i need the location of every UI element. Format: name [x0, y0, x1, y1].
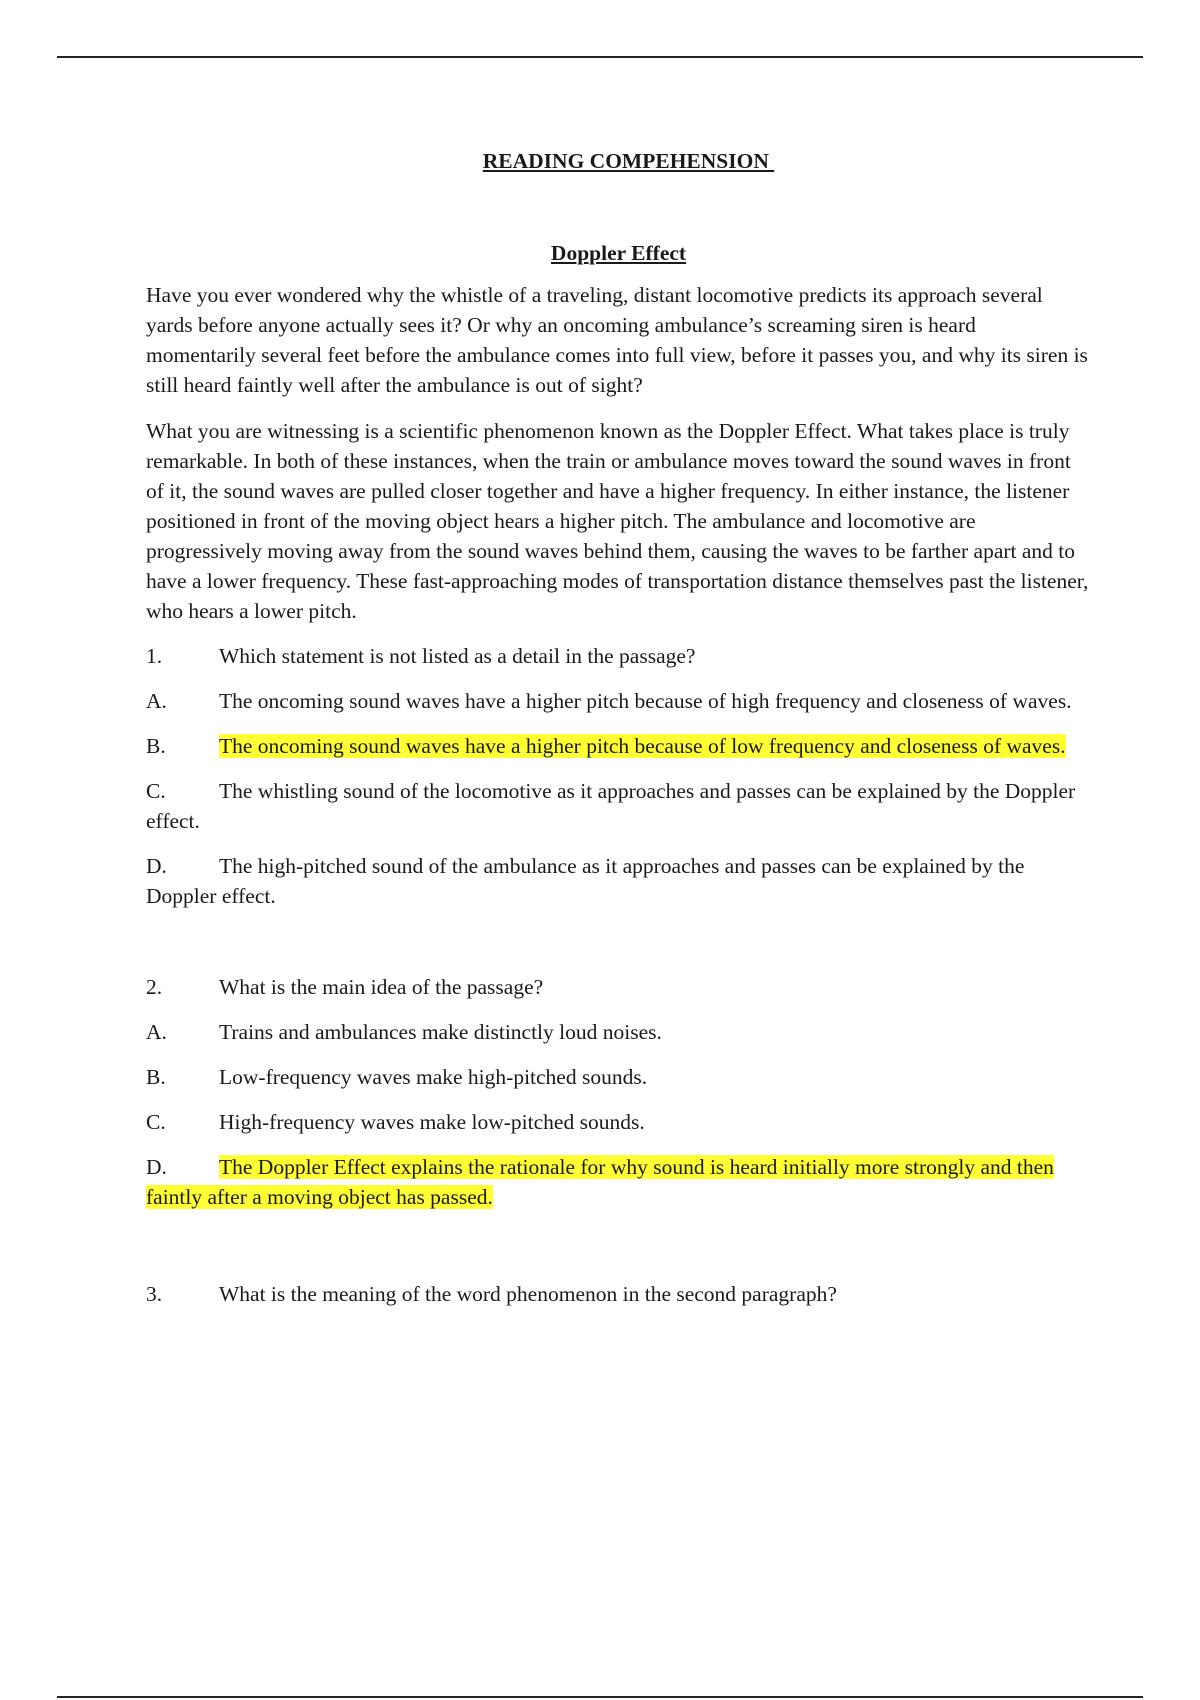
option-label: A. — [146, 1020, 167, 1044]
option-text: The whistling sound of the locomotive as it approaches and passes can be explained by the Doppler effect. — [146, 779, 1076, 833]
question-2-option-b — [146, 1062, 1091, 1092]
option-label: B. — [146, 1065, 166, 1089]
question-1-option-b — [146, 731, 1091, 761]
question-2-option-d — [146, 1152, 1091, 1212]
question-number: 3. — [146, 1282, 163, 1306]
question-1 — [146, 641, 1091, 671]
option-label: A. — [146, 689, 167, 713]
blank-line — [146, 911, 1091, 957]
option-text: Trains and ambulances make distinctly loud noises. — [219, 1020, 662, 1044]
document-title: READING COMPEHENSION — [482, 149, 775, 173]
option-label: D. — [146, 1155, 167, 1179]
highlighted-answer-text: The Doppler Effect explains the rationale for why sound is heard initially more strongly and then faintly after a moving object has passed. — [146, 1155, 1054, 1209]
question-text: What is the meaning of the word phenomenon in the second paragraph? — [219, 1282, 837, 1306]
question-2-option-c — [146, 1107, 1091, 1137]
question-1-option-d — [146, 851, 1091, 911]
option-text: High-frequency waves make low-pitched sounds. — [219, 1110, 645, 1134]
question-text: What is the main idea of the passage? — [219, 975, 544, 999]
bottom-rule — [57, 1696, 1143, 1698]
question-number: 2. — [146, 975, 163, 999]
top-rule — [57, 56, 1143, 58]
question-3 — [146, 1279, 1091, 1309]
passage-paragraph-1: Have you ever wondered why the whistle of a traveling, distant locomotive predicts its approach several yards before anyone actually sees it? Or why an oncoming ambulance’s screaming siren is heard momentarily several feet before the ambulance comes into full view, before it passes you, and why its siren is still heard faintly well after the ambulance is out of sight? — [146, 283, 1088, 397]
option-label: C. — [146, 779, 166, 803]
question-text: Which statement is not listed as a detail in the passage? — [219, 644, 696, 668]
document-page — [146, 140, 1091, 1309]
blank-line — [146, 1212, 1091, 1264]
option-label: B. — [146, 734, 166, 758]
passage-paragraph-2: What you are witnessing is a scientific phenomenon known as the Doppler Effect. What takes place is truly remarkable. In both of these instances, when the train or ambulance moves toward the sound waves in front of it, the sound waves are pulled closer together and have a higher frequency. In either instance, the listener positioned in front of the moving object hears a higher pitch. The ambulance and locomotive are progressively moving away from the sound waves behind them, causing the waves to be farther apart and to have a lower frequency. These fast-approaching modes of transportation distance themselves past the listener, who hears a lower pitch. — [146, 419, 1089, 623]
question-2-option-a — [146, 1017, 1091, 1047]
option-text: The high-pitched sound of the ambulance as it approaches and passes can be explained by the Doppler effect. — [146, 854, 1025, 908]
question-1-option-a — [146, 686, 1091, 716]
question-2 — [146, 972, 1091, 1002]
question-1-option-c — [146, 776, 1091, 836]
option-label: D. — [146, 854, 167, 878]
passage-title: Doppler Effect — [550, 241, 687, 265]
question-number: 1. — [146, 644, 163, 668]
option-text: Low-frequency waves make high-pitched sounds. — [219, 1065, 648, 1089]
option-text: The oncoming sound waves have a higher pitch because of high frequency and closeness of waves. — [219, 689, 1072, 713]
option-label: C. — [146, 1110, 166, 1134]
highlighted-answer-text: The oncoming sound waves have a higher pitch because of low frequency and closeness of waves. — [219, 734, 1066, 758]
